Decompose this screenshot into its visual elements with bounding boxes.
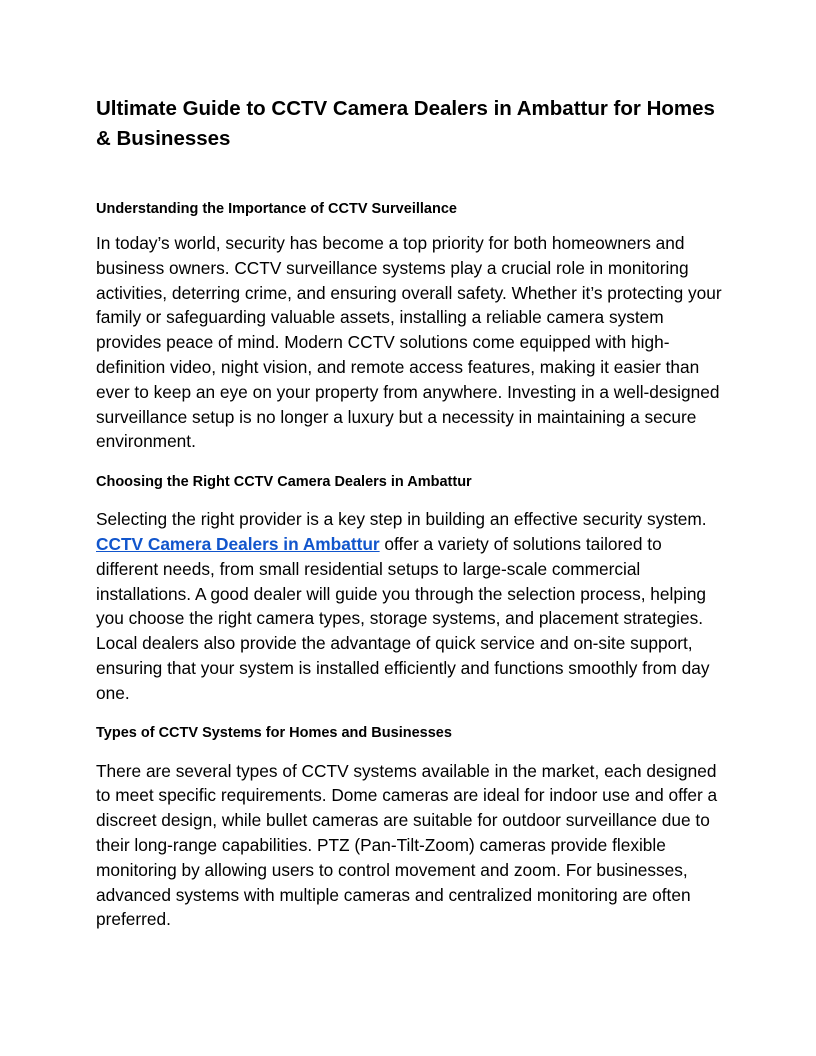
- section-body-choosing-dealers: [96, 507, 726, 705]
- section-heading-choosing-dealers: Choosing the Right CCTV Camera Dealers in Ambattur: [96, 474, 472, 491]
- body-text-before-link: Selecting the right provider is a key step in building an effective security system.: [96, 509, 707, 530]
- section-heading-cctv-types: Types of CCTV Systems for Homes and Businesses: [96, 724, 452, 741]
- cctv-dealers-ambattur-link[interactable]: CCTV Camera Dealers in Ambattur: [96, 533, 380, 554]
- document-title: Ultimate Guide to CCTV Camera Dealers in Ambattur for Homes & Businesses: [96, 97, 715, 150]
- body-text-after-link: offer a variety of solutions tailored to different needs, from small residential setups to large-scale commercial installations. A good dealer will guide you through the selection process, helping you choose the right camera types, storage systems, and placement strategies. Local dealers also provide the advantage of quick service and on-site support, ensuring that your system is installed efficiently and functions smoothly from day one.: [96, 533, 710, 703]
- section-body-importance: In today’s world, security has become a top priority for both homeowners and business owners. CCTV surveillance systems play a crucial role in monitoring activities, deterring crime, and ensuring overall safety. Whether it’s protecting your family or safeguarding valuable assets, installing a reliable camera system provides peace of mind. Modern CCTV solutions come equipped with high-definition video, night vision, and remote access features, making it easier than ever to keep an eye on your property from anywhere. Investing in a well-designed surveillance setup is no longer a luxury but a necessity in maintaining a secure environment.: [96, 233, 722, 452]
- document-page: [96, 94, 726, 932]
- section-heading-importance: Understanding the Importance of CCTV Surveillance: [96, 201, 457, 217]
- section-body-cctv-types: There are several types of CCTV systems available in the market, each designed to meet specific requirements. Dome cameras are ideal for indoor use and offer a discreet design, while bullet cameras are suitable for outdoor surveillance due to their long-range capabilities. PTZ (Pan-Tilt-Zoom) cameras provide flexible monitoring by allowing users to control movement and zoom. For businesses, advanced systems with multiple cameras and centralized monitoring are often preferred.: [96, 760, 718, 930]
